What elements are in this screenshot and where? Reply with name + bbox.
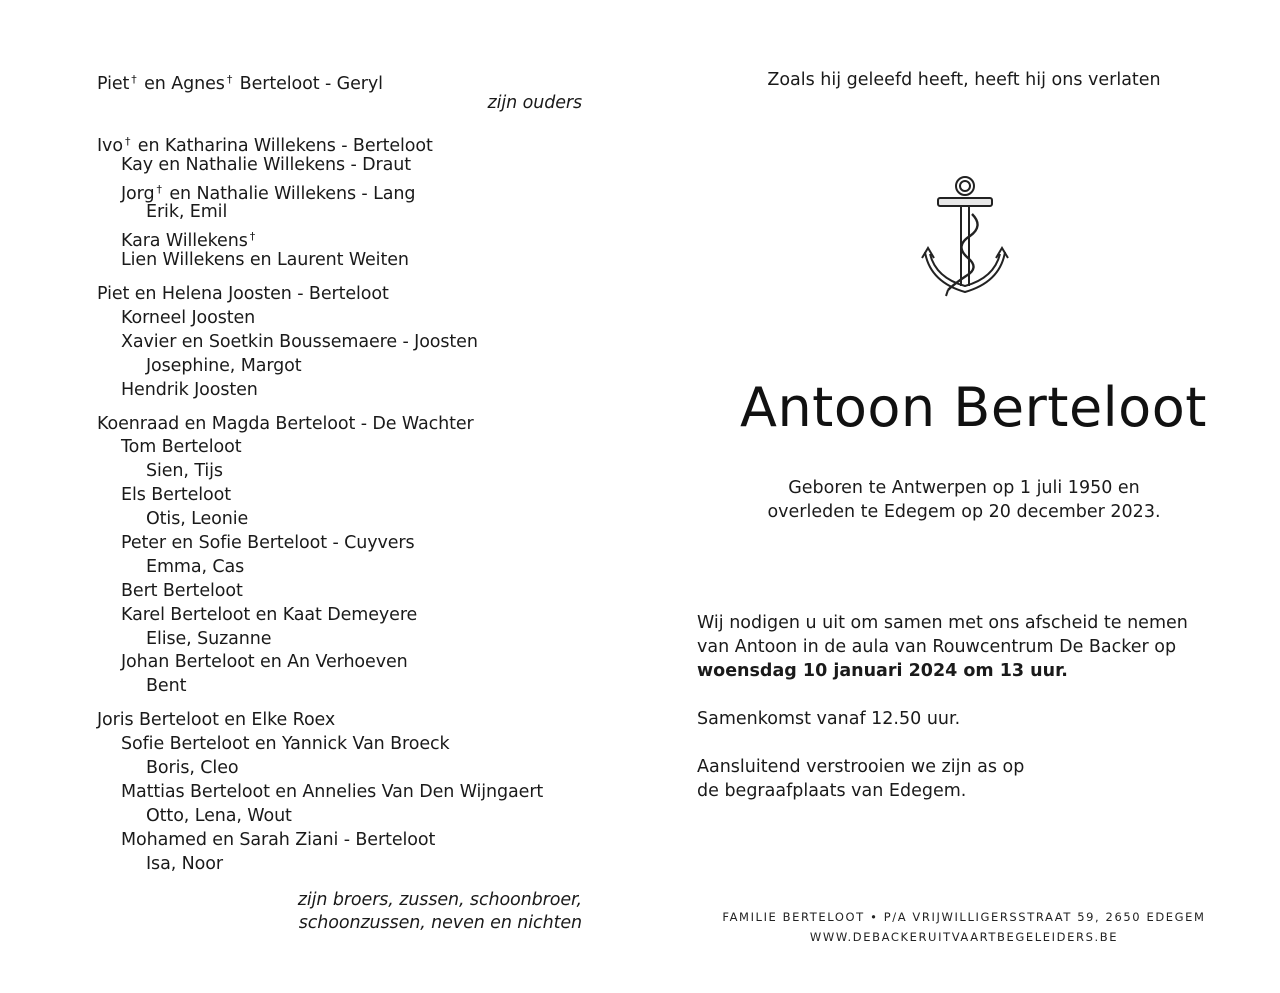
parents-caption: zijn ouders <box>487 92 582 113</box>
family-member: Tom Berteloot <box>121 437 242 458</box>
family-member: Karel Berteloot en Kaat Demeyere <box>121 604 418 625</box>
closing-caption-1: zijn broers, zussen, schoonbroer, <box>297 889 582 910</box>
grandchildren: Josephine, Margot <box>146 355 302 376</box>
parents-line: Piet † en Agnes † Berteloot - Geryl <box>97 73 383 94</box>
motto: Zoals hij geleefd heeft, heeft hij ons verlaten <box>767 70 1161 90</box>
footer-website: WWW.DEBACKERUITVAARTBEGELEIDERS.BE <box>809 930 1119 944</box>
grandchildren: Otis, Leonie <box>146 509 249 530</box>
family-head: Piet en Helena Joosten - Berteloot <box>97 284 389 305</box>
born-line-2: overleden te Edegem op 20 december 2023. <box>767 502 1161 522</box>
family-group <box>97 709 587 876</box>
family-member: Lien Willekens en Laurent Weiten <box>121 250 409 271</box>
family-member: Els Berteloot <box>121 485 232 506</box>
footer <box>690 907 1238 947</box>
grandchildren: Otto, Lena, Wout <box>146 805 292 826</box>
family-list <box>97 68 587 936</box>
family-head: Koenraad en Magda Berteloot - De Wachter <box>97 413 474 434</box>
family-head: Ivo † en Katharina Willekens - Berteloot <box>97 134 433 156</box>
invite-line-2: van Antoon in de aula van Rouwcentrum De Backer op <box>697 637 1177 657</box>
family-member: Kara Willekens † <box>121 230 256 252</box>
gathering-time: Samenkomst vanaf 12.50 uur. <box>697 709 961 729</box>
family-member: Sofie Berteloot en Yannick Van Broeck <box>121 734 450 755</box>
group-spacer <box>97 877 587 887</box>
grandchildren: Elise, Suzanne <box>146 628 272 649</box>
scatter-line-1: Aansluitend verstrooien we zijn as op <box>697 757 1025 777</box>
family-group <box>97 413 587 700</box>
anchor-icon <box>920 174 1010 298</box>
family-head: Joris Berteloot en Elke Roex <box>97 710 336 731</box>
family-group <box>97 130 587 273</box>
family-member: Bert Berteloot <box>121 580 243 601</box>
family-member: Mattias Berteloot en Annelies Van Den Wijngaert <box>121 781 544 802</box>
grandchildren: Erik, Emil <box>146 202 228 223</box>
group-spacer <box>97 273 587 283</box>
grandchildren: Boris, Cleo <box>146 758 239 779</box>
sibling-groups <box>97 130 587 887</box>
footer-address: FAMILIE BERTELOOT • P/A VRIJWILLIGERSSTRAAT 59, 2650 EDEGEM <box>722 910 1206 924</box>
grandchildren: Emma, Cas <box>146 556 245 577</box>
family-member: Hendrik Joosten <box>121 379 258 400</box>
family-member: Kay en Nathalie Willekens - Draut <box>121 154 412 175</box>
scatter-line-2: de begraafplaats van Edegem. <box>697 781 967 801</box>
group-spacer <box>97 403 587 413</box>
ceremony-datetime: woensdag 10 januari 2024 om 13 uur. <box>697 661 1068 681</box>
grandchildren: Sien, Tijs <box>146 461 223 482</box>
born-line-1: Geboren te Antwerpen op 1 juli 1950 en <box>788 478 1140 498</box>
family-member: Johan Berteloot en An Verhoeven <box>121 652 408 673</box>
birth-death-text <box>690 476 1238 524</box>
invite-line-1: Wij nodigen u uit om samen met ons afscheid te nemen <box>697 613 1188 633</box>
family-member: Jorg † en Nathalie Willekens - Lang <box>121 182 416 204</box>
family-member: Xavier en Soetkin Boussemaere - Joosten <box>121 331 478 352</box>
family-group <box>97 283 587 402</box>
deceased-name: Antoon Berteloot <box>740 376 1207 439</box>
closing-caption-2: schoonzussen, neven en nichten <box>298 913 582 934</box>
family-member: Mohamed en Sarah Ziani - Berteloot <box>121 829 436 850</box>
grandchildren: Isa, Noor <box>146 853 223 874</box>
family-member: Peter en Sofie Berteloot - Cuyvers <box>121 533 415 554</box>
grandchildren: Bent <box>146 676 187 697</box>
family-member: Korneel Joosten <box>121 308 256 329</box>
invitation <box>697 611 1207 827</box>
group-spacer <box>97 699 587 709</box>
